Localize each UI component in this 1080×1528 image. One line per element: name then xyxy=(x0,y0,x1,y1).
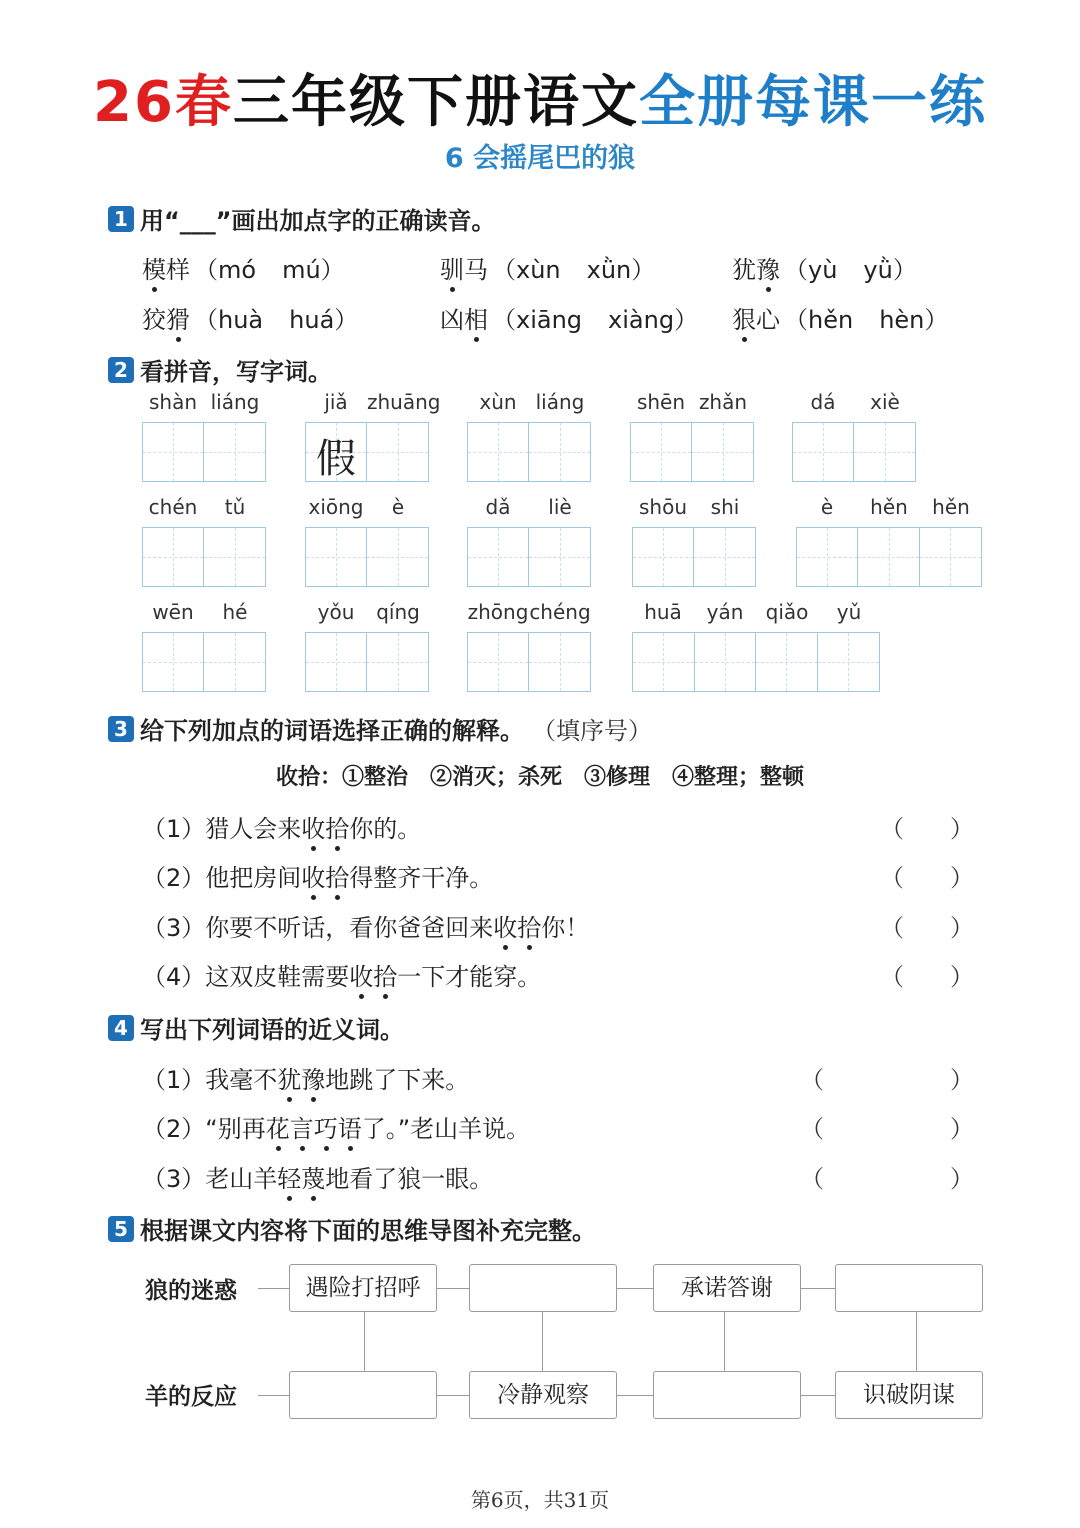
sentence-post: 得整齐干净。 xyxy=(349,864,494,892)
paren-close: ） xyxy=(924,306,949,334)
tianzige-box[interactable] xyxy=(142,527,266,587)
connector xyxy=(724,1312,725,1371)
sentence-post: 了。”老山羊说。 xyxy=(361,1115,531,1143)
connector xyxy=(437,1395,469,1396)
answer-paren-close[interactable]: ） xyxy=(950,1165,974,1193)
question-text: 给下列加点的词语选择正确的解释。 xyxy=(140,717,524,745)
tianzige-cell[interactable] xyxy=(143,528,204,586)
pinyin-label: shēn xyxy=(636,390,686,414)
tianzige-cell[interactable] xyxy=(468,528,529,586)
paren-open: （ xyxy=(194,306,218,334)
definitions-line: 收拾：①整治 ②消灭；杀死 ③修理 ④整理；整顿 xyxy=(275,764,804,790)
tianzige-cell[interactable] xyxy=(204,633,265,691)
title-part-3: 全册每课一练 xyxy=(638,70,987,135)
pinyin-label: qíng xyxy=(376,600,420,624)
question-number-badge: 5 xyxy=(108,1216,134,1242)
tianzige-box[interactable] xyxy=(142,632,266,692)
sentence-pre: （4）这双皮鞋需要 xyxy=(142,963,350,991)
paren-close: ） xyxy=(631,256,656,284)
pinyin-label: zhǎn xyxy=(698,390,748,414)
sentence-post: 地看了狼一眼。 xyxy=(325,1165,494,1193)
dotted-char: 拾 xyxy=(373,963,398,991)
reading-item xyxy=(440,250,655,285)
pinyin-label: qiǎo xyxy=(765,600,809,624)
dotted-char: 拾 xyxy=(325,815,350,843)
pinyin-label: xiōng xyxy=(308,495,364,519)
word-char: 狡 xyxy=(142,306,166,334)
tianzige-box[interactable] xyxy=(467,527,591,587)
tianzige-box[interactable] xyxy=(305,632,429,692)
question-3-heading xyxy=(108,711,652,746)
tianzige-box[interactable] xyxy=(632,527,756,587)
connector xyxy=(801,1395,835,1396)
sentence-post: 你的。 xyxy=(349,815,422,843)
word-char: 心 xyxy=(756,306,780,334)
page-title xyxy=(0,58,1080,138)
tianzige-cell[interactable] xyxy=(143,633,204,691)
dotted-keyword xyxy=(277,1165,325,1193)
mindmap-box-sheep[interactable]: 冷静观察 xyxy=(469,1371,617,1419)
question-number-badge: 2 xyxy=(108,357,134,383)
word-char: 犹 xyxy=(732,256,756,284)
pinyin-label: liáng xyxy=(210,390,260,414)
tianzige-box[interactable] xyxy=(630,422,754,482)
answer-paren-open[interactable]: （ xyxy=(800,1066,824,1094)
tianzige-box[interactable] xyxy=(796,527,982,587)
sentence-item xyxy=(142,957,541,992)
answer-paren-open[interactable]: （ xyxy=(800,1115,824,1143)
tianzige-cell[interactable] xyxy=(631,423,692,481)
pinyin-label: wēn xyxy=(152,600,194,624)
tianzige-box[interactable] xyxy=(467,632,591,692)
tianzige-cell[interactable] xyxy=(367,423,428,481)
dotted-keyword xyxy=(277,1066,325,1094)
tianzige-box[interactable] xyxy=(467,422,591,482)
option-pinyin[interactable]: xiāng xyxy=(516,306,583,334)
dotted-char: 蔑 xyxy=(301,1165,326,1193)
connector xyxy=(801,1288,835,1289)
answer-paren-open[interactable]: （ xyxy=(880,914,904,942)
row-label-wolf: 狼的迷惑 xyxy=(145,1278,237,1304)
word-char: 猾 xyxy=(166,306,190,334)
pinyin-label: dá xyxy=(810,390,836,414)
pinyin-label: è xyxy=(820,495,834,519)
sentence-pre: （3）你要不听话，看你爸爸回来 xyxy=(142,914,494,942)
pinyin-label: shōu xyxy=(638,495,687,519)
connector xyxy=(364,1312,365,1371)
tianzige-cell[interactable] xyxy=(858,528,919,586)
dotted-char: 收 xyxy=(349,963,374,991)
connector xyxy=(542,1312,543,1371)
sentence-item xyxy=(142,1109,530,1144)
mindmap-box-wolf[interactable] xyxy=(835,1264,983,1312)
pinyin-label: hěn xyxy=(932,495,970,519)
dotted-char: 犹 xyxy=(277,1066,302,1094)
dotted-char: 拾 xyxy=(325,864,350,892)
row-label-sheep: 羊的反应 xyxy=(145,1384,237,1410)
pinyin-label: huā xyxy=(644,600,682,624)
sentence-post: 你！ xyxy=(541,914,590,942)
tianzige-cell[interactable] xyxy=(306,528,367,586)
tianzige-box[interactable] xyxy=(305,527,429,587)
dotted-keyword xyxy=(349,963,397,991)
option-pinyin[interactable]: xùn xyxy=(516,256,561,284)
answer-paren-open[interactable]: （ xyxy=(880,864,904,892)
tianzige-cell[interactable] xyxy=(818,633,880,691)
dotted-char: 收 xyxy=(301,864,326,892)
pinyin-label: dǎ xyxy=(485,495,511,519)
pinyin-label: hěn xyxy=(870,495,908,519)
word-char: 样 xyxy=(166,256,190,284)
pinyin-label: chén xyxy=(148,495,198,519)
sentence-post: 一下才能穿。 xyxy=(397,963,542,991)
option-pinyin[interactable]: yù xyxy=(808,256,838,284)
answer-paren-open[interactable]: （ xyxy=(880,963,904,991)
tianzige-cell[interactable] xyxy=(854,423,915,481)
paren-open: （ xyxy=(784,306,808,334)
written-char: 假 xyxy=(316,436,356,482)
mindmap-box-sheep[interactable] xyxy=(289,1371,437,1419)
pinyin-label: yǒu xyxy=(317,600,355,624)
dotted-char: 收 xyxy=(493,914,518,942)
question-text: 写出下列词语的近义词。 xyxy=(140,1016,404,1044)
paren-open: （ xyxy=(784,256,808,284)
word-char: 狠 xyxy=(732,306,756,334)
pinyin-label: hé xyxy=(222,600,248,624)
mindmap-box-sheep[interactable] xyxy=(653,1371,801,1419)
connector xyxy=(258,1288,289,1289)
tianzige-cell[interactable] xyxy=(367,528,428,586)
tianzige-cell[interactable] xyxy=(367,633,428,691)
tianzige-box[interactable] xyxy=(632,632,880,692)
lesson-title: 6 会摇尾巴的狼 xyxy=(444,143,636,174)
tianzige-cell[interactable] xyxy=(468,423,529,481)
paren-open: （ xyxy=(194,256,218,284)
tianzige-box[interactable] xyxy=(142,422,266,482)
answer-paren-close[interactable]: ） xyxy=(950,914,974,942)
answer-paren-open[interactable]: （ xyxy=(880,815,904,843)
reading-item xyxy=(142,300,358,335)
tianzige-cell[interactable] xyxy=(204,528,265,586)
option-pinyin[interactable]: huà xyxy=(218,306,264,334)
dotted-char: 语 xyxy=(337,1115,362,1143)
pinyin-label: yán xyxy=(706,600,744,624)
sentence-item xyxy=(142,908,589,943)
word-char: 凶 xyxy=(440,306,464,334)
sentence-pre: （3）老山羊 xyxy=(142,1165,278,1193)
tianzige-cell[interactable] xyxy=(529,633,590,691)
mindmap-box-sheep[interactable]: 识破阴谋 xyxy=(835,1371,983,1419)
paren-open: （ xyxy=(492,256,516,284)
page-footer: 第6页，共31页 xyxy=(470,1488,610,1512)
tianzige-cell[interactable] xyxy=(920,528,981,586)
option-pinyin[interactable]: hèn xyxy=(879,306,925,334)
question-number-badge: 3 xyxy=(108,716,134,742)
tianzige-cell[interactable] xyxy=(204,423,265,481)
dotted-keyword xyxy=(301,864,349,892)
sentence-item xyxy=(142,1060,469,1095)
title-part-1: 26春 xyxy=(93,70,233,135)
pinyin-label: è xyxy=(391,495,405,519)
word-char: 马 xyxy=(464,256,488,284)
connector xyxy=(258,1395,289,1396)
option-pinyin[interactable]: hěn xyxy=(808,306,854,334)
pinyin-label: liè xyxy=(548,495,572,519)
sentence-item xyxy=(142,1159,493,1194)
sentence-item xyxy=(142,858,493,893)
dotted-char: 巧 xyxy=(313,1115,338,1143)
pinyin-label: yǔ xyxy=(836,600,862,624)
answer-paren-close[interactable]: ） xyxy=(950,963,974,991)
pinyin-label: xùn xyxy=(479,390,517,414)
answer-paren-close[interactable]: ） xyxy=(950,1115,974,1143)
word-char: 相 xyxy=(464,306,488,334)
reading-item xyxy=(732,300,948,335)
sentence-item xyxy=(142,809,421,844)
dotted-keyword xyxy=(493,914,541,942)
paren-close: ） xyxy=(892,256,917,284)
paren-open: （ xyxy=(492,306,516,334)
answer-paren-open[interactable]: （ xyxy=(800,1165,824,1193)
dotted-char: 轻 xyxy=(277,1165,302,1193)
question-note: （填序号） xyxy=(532,717,652,745)
option-pinyin[interactable]: xiàng xyxy=(608,306,675,334)
sentence-pre: （2）他把房间 xyxy=(142,864,302,892)
mindmap-box-wolf[interactable] xyxy=(469,1264,617,1312)
title-part-2: 三年级下册语文 xyxy=(232,70,639,135)
pinyin-label: jiǎ xyxy=(324,390,348,414)
word-char: 驯 xyxy=(440,256,464,284)
tianzige-box[interactable] xyxy=(305,422,429,482)
mindmap-box-wolf[interactable]: 承诺答谢 xyxy=(653,1264,801,1312)
pinyin-label: tǔ xyxy=(224,495,246,519)
option-pinyin[interactable]: mú xyxy=(282,256,321,284)
tianzige-cell[interactable] xyxy=(529,528,590,586)
reading-item xyxy=(440,300,698,335)
option-pinyin[interactable]: mó xyxy=(218,256,257,284)
answer-paren-close[interactable]: ） xyxy=(950,815,974,843)
pinyin-label: chéng xyxy=(529,600,591,624)
tianzige-cell[interactable] xyxy=(633,633,695,691)
tianzige-cell[interactable] xyxy=(306,423,367,481)
paren-close: ） xyxy=(320,256,345,284)
option-pinyin[interactable]: yǜ xyxy=(863,256,893,284)
dotted-char: 花 xyxy=(265,1115,290,1143)
connector xyxy=(617,1288,653,1289)
question-2-heading xyxy=(108,352,332,387)
connector xyxy=(617,1395,653,1396)
tianzige-box[interactable] xyxy=(792,422,916,482)
option-pinyin[interactable]: huá xyxy=(289,306,335,334)
sentence-pre: （2）“别再 xyxy=(142,1115,266,1143)
mindmap-box-wolf[interactable]: 遇险打招呼 xyxy=(289,1264,437,1312)
pinyin-label: shàn xyxy=(148,390,198,414)
paren-close: ） xyxy=(674,306,699,334)
dotted-keyword xyxy=(266,1115,362,1143)
reading-item xyxy=(142,250,345,285)
question-number-badge: 1 xyxy=(108,206,134,232)
tianzige-cell[interactable] xyxy=(793,423,854,481)
option-pinyin[interactable]: xǜn xyxy=(586,256,632,284)
question-5-heading xyxy=(108,1211,596,1246)
pinyin-label: zhōng xyxy=(467,600,529,624)
question-text: 根据课文内容将下面的思维导图补充完整。 xyxy=(140,1217,596,1245)
tianzige-cell[interactable] xyxy=(756,633,818,691)
reading-item xyxy=(732,250,917,285)
sentence-pre: （1）猎人会来 xyxy=(142,815,302,843)
pinyin-label: zhuāng xyxy=(367,390,441,414)
dotted-char: 收 xyxy=(301,815,326,843)
tianzige-cell[interactable] xyxy=(529,423,590,481)
connector xyxy=(916,1312,917,1371)
dotted-char: 拾 xyxy=(517,914,542,942)
dotted-keyword xyxy=(301,815,349,843)
tianzige-cell[interactable] xyxy=(695,633,757,691)
tianzige-cell[interactable] xyxy=(797,528,858,586)
paren-close: ） xyxy=(334,306,359,334)
tianzige-cell[interactable] xyxy=(468,633,529,691)
question-1-heading xyxy=(108,201,496,236)
tianzige-cell[interactable] xyxy=(694,528,755,586)
pinyin-label: liáng xyxy=(535,390,585,414)
question-4-heading xyxy=(108,1010,404,1045)
answer-paren-close[interactable]: ） xyxy=(950,864,974,892)
answer-paren-close[interactable]: ） xyxy=(950,1066,974,1094)
sentence-pre: （1）我毫不 xyxy=(142,1066,278,1094)
tianzige-cell[interactable] xyxy=(633,528,694,586)
question-number-badge: 4 xyxy=(108,1015,134,1041)
tianzige-cell[interactable] xyxy=(143,423,204,481)
connector xyxy=(437,1288,469,1289)
tianzige-cell[interactable] xyxy=(692,423,753,481)
word-char: 模 xyxy=(142,256,166,284)
sentence-post: 地跳了下来。 xyxy=(325,1066,470,1094)
dotted-char: 豫 xyxy=(301,1066,326,1094)
pinyin-label: shi xyxy=(710,495,740,519)
dotted-char: 言 xyxy=(289,1115,314,1143)
word-char: 豫 xyxy=(756,256,780,284)
question-text: 看拼音，写字词。 xyxy=(140,358,332,386)
pinyin-label: xiè xyxy=(870,390,900,414)
tianzige-cell[interactable] xyxy=(306,633,367,691)
question-text: 用“___”画出加点字的正确读音。 xyxy=(140,207,496,235)
